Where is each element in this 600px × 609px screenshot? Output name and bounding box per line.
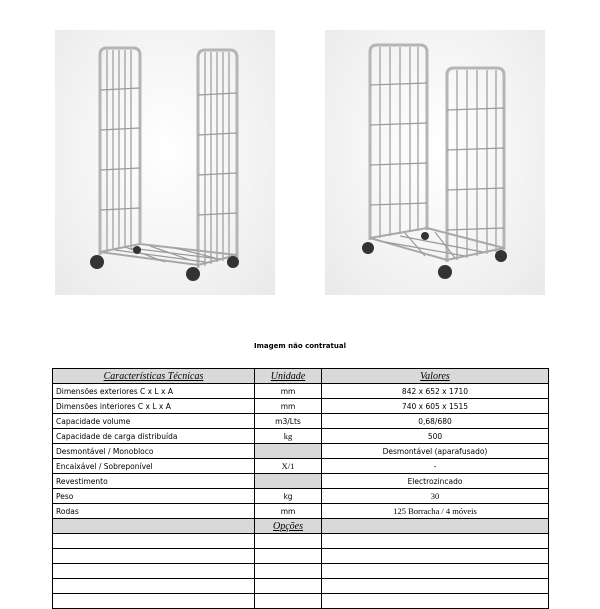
row-label: Dimensões interiores C x L x A [53,399,255,414]
empty-cell [255,549,322,564]
row-unit: m3/Lts [255,414,322,429]
row-value: 0,68/680 [322,414,549,429]
row-value: 740 x 605 x 1515 [322,399,549,414]
row-value: 500 [322,429,549,444]
header-values: Valores [322,369,549,384]
row-label: Desmontável / Monobloco [53,444,255,459]
row-unit: mm [255,504,322,519]
empty-cell [255,564,322,579]
product-photo-angle [325,30,545,295]
empty-cell [255,534,322,549]
empty-cell [53,534,255,549]
table-row [53,384,549,399]
table-row [53,429,549,444]
row-unit: kg [255,489,322,504]
roll-cage-angled-view [325,30,545,295]
empty-cell [255,579,322,594]
row-unit: mm [255,384,322,399]
empty-cell [53,579,255,594]
row-label: Dimensões exteriores C x L x A [53,384,255,399]
empty-cell [53,564,255,579]
image-disclaimer-caption: Imagem não contratual [254,342,346,350]
empty-cell [322,594,549,609]
options-title: Opções [255,519,322,534]
row-value: 842 x 652 x 1710 [322,384,549,399]
empty-cell [322,549,549,564]
options-empty-row [53,534,549,549]
product-photo-front [55,30,275,295]
table-row [53,489,549,504]
row-unit [255,444,322,459]
row-unit: mm [255,399,322,414]
row-label: Rodas [53,504,255,519]
header-unit: Unidade [255,369,322,384]
options-spacer [53,519,255,534]
row-unit: X/1 [255,459,322,474]
row-unit [255,474,322,489]
row-value: Electrozincado [322,474,549,489]
table-row [53,474,549,489]
table-header-row [53,369,549,384]
options-spacer [322,519,549,534]
row-label: Peso [53,489,255,504]
options-empty-row [53,594,549,609]
row-label: Capacidade volume [53,414,255,429]
table-row [53,414,549,429]
table-row [53,399,549,414]
roll-cage-front-view [55,30,275,295]
table-row [53,504,549,519]
row-value: 125 Borracha / 4 móveis [322,504,549,519]
empty-cell [322,534,549,549]
empty-cell [322,564,549,579]
options-empty-row [53,549,549,564]
options-empty-row [53,579,549,594]
options-header-row [53,519,549,534]
empty-cell [322,579,549,594]
row-value: Desmontável (aparafusado) [322,444,549,459]
row-unit: kg [255,429,322,444]
row-label: Revestimento [53,474,255,489]
row-value: - [322,459,549,474]
empty-cell [53,594,255,609]
options-empty-row [53,564,549,579]
technical-specs-table [52,368,549,609]
row-value: 30 [322,489,549,504]
table-row [53,459,549,474]
empty-cell [255,594,322,609]
row-label: Capacidade de carga distribuída [53,429,255,444]
row-label: Encaixável / Sobreponível [53,459,255,474]
table-row [53,444,549,459]
header-characteristics: Características Técnicas [53,369,255,384]
empty-cell [53,549,255,564]
